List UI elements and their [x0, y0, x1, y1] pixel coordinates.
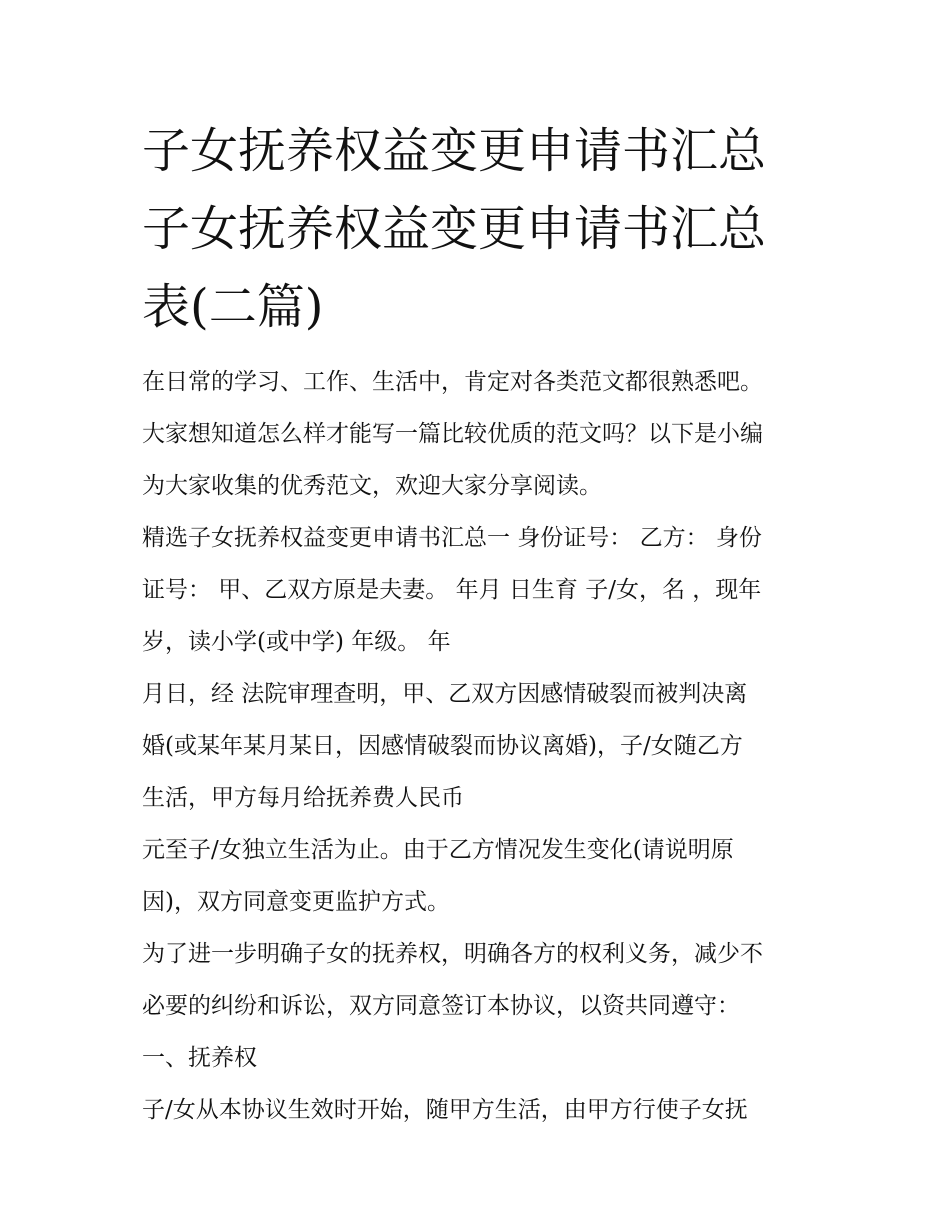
body-line: 为大家收集的优秀范文，欢迎大家分享阅读。: [142, 473, 602, 499]
document-body: [142, 356, 822, 1136]
body-line: 必要的纠纷和诉讼，双方同意签订本协议，以资共同遵守：: [142, 993, 740, 1019]
title-line: 表(二篇): [142, 279, 324, 335]
body-line: 月日，经 法院审理查明，甲、乙双方因感情破裂而被判决离: [142, 681, 748, 707]
body-line: 婚(或某年某月某日，因感情破裂而协议离婚)，子/女随乙方: [142, 733, 743, 759]
body-line: 因)，双方同意变更监护方式。: [142, 889, 450, 915]
title-line: 子女抚养权益变更申请书汇总: [142, 201, 767, 257]
body-line: 证号： 甲、乙双方原是夫妻。 年月 日生育 子/女，名 ，现年: [142, 577, 762, 603]
document-title: [142, 112, 822, 346]
body-line: 生活，甲方每月给抚养费人民币: [142, 785, 464, 811]
body-line: 岁，读小学(或中学) 年级。 年: [142, 629, 451, 655]
document-page: [142, 112, 822, 1136]
body-line: 一、抚养权: [142, 1045, 257, 1071]
body-line: 在日常的学习、工作、生活中，肯定对各类范文都很熟悉吧。: [142, 369, 763, 395]
body-line: 元至子/女独立生活为止。由于乙方情况发生变化(请说明原: [142, 837, 734, 863]
body-line: 大家想知道怎么样才能写一篇比较优质的范文吗？以下是小编: [142, 421, 763, 447]
body-line: 精选子女抚养权益变更申请书汇总一 身份证号： 乙方： 身份: [142, 525, 762, 551]
body-line: 子/女从本协议生效时开始，随甲方生活，由甲方行使子女抚: [142, 1097, 748, 1123]
title-line: 子女抚养权益变更申请书汇总: [142, 123, 767, 179]
body-line: 为了进一步明确子女的抚养权，明确各方的权利义务，减少不: [142, 941, 763, 967]
